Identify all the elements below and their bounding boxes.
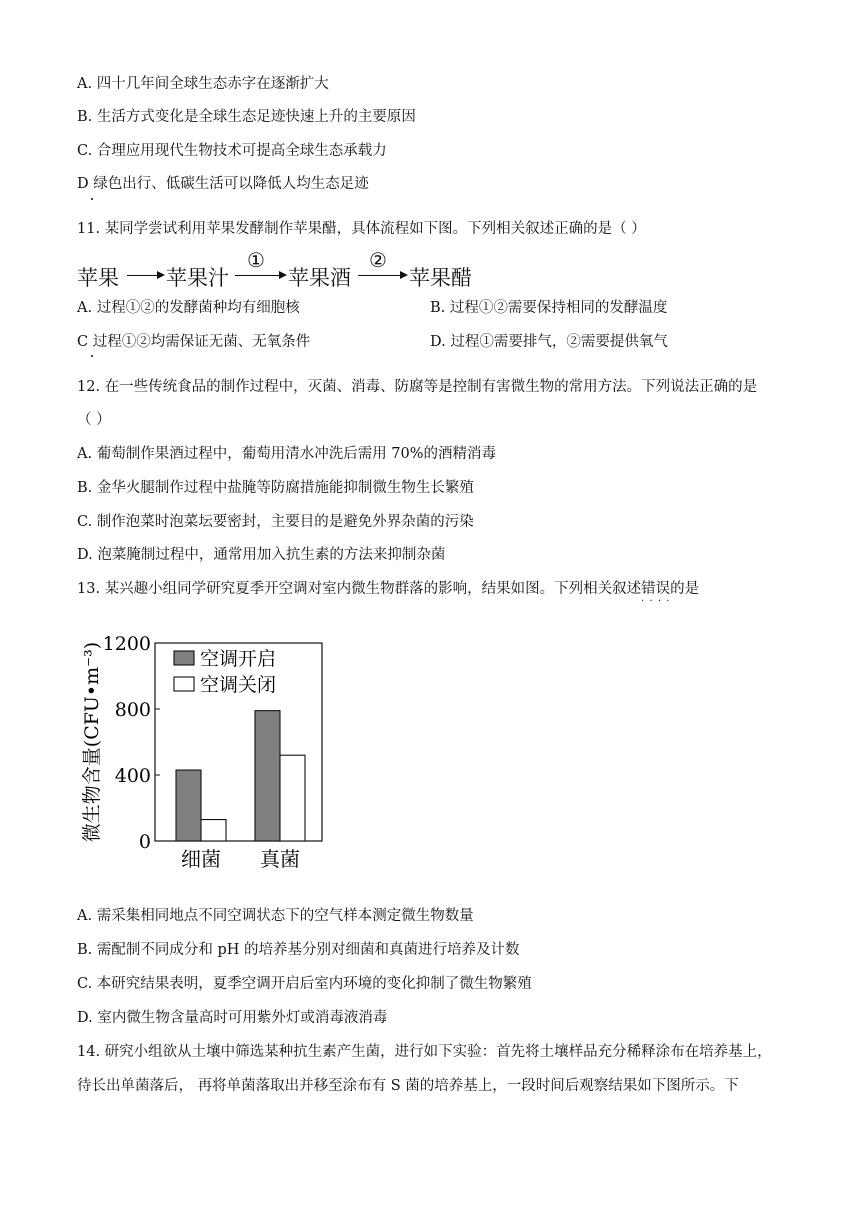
y-tick-label: 1200 <box>102 633 151 655</box>
q12-option-a: A. 葡萄制作果酒过程中，葡萄用清水冲洗后需用 70%的酒精消毒 <box>77 446 497 462</box>
flow-arrowhead <box>400 271 408 279</box>
y-tick-label: 400 <box>114 765 151 787</box>
bar-ac-off-bacteria <box>201 820 226 841</box>
step-label-2: ② <box>369 248 387 272</box>
q12-stem-line2: （ ） <box>77 412 111 428</box>
q12-option-b: B. 金华火腿制作过程中盐腌等防腐措施能抑制微生物生长繁殖 <box>77 480 474 496</box>
flow-arrow <box>235 275 279 276</box>
q13-option-c: C. 本研究结果表明，夏季空调开启后室内环境的变化抑制了微生物繁殖 <box>77 976 532 992</box>
y-tick-label: 800 <box>114 699 151 721</box>
flow-arrowhead <box>157 271 165 279</box>
punctuation-dot <box>91 198 93 200</box>
x-category-label: 细菌 <box>181 847 221 871</box>
q11-flow-diagram <box>77 248 497 288</box>
q13-bar-chart <box>70 625 330 875</box>
q13-option-d: D. 室内微生物含量高时可用紫外灯或消毒液消毒 <box>77 1010 388 1026</box>
bar-ac-off-fungi <box>280 755 305 841</box>
punctuation-dot <box>91 355 93 357</box>
q13-option-a: A. 需采集相同地点不同空调状态下的空气样本测定微生物数量 <box>77 908 474 924</box>
flow-node-apple: 苹果 <box>77 266 119 290</box>
flow-arrow <box>127 275 157 276</box>
q11-option-b: B. 过程①②需要保持相同的发酵温度 <box>430 300 668 316</box>
flow-node-juice: 苹果汁 <box>166 266 229 290</box>
q12-option-d: D. 泡菜腌制过程中，通常用加入抗生素的方法来抑制杂菌 <box>77 547 446 563</box>
q14-stem-line1: 14. 研究小组欲从土壤中筛选某种抗生素产生菌，进行如下实验：首先将土壤样品充分稀释涂布在培养基上， <box>77 1044 772 1060</box>
flow-arrow <box>358 275 400 276</box>
q13-stem-text: 13. 某兴趣小组同学研究夏季开空调对室内微生物群落的影响，结果如图。下列相关叙述 <box>77 581 642 597</box>
flow-node-vinegar: 苹果醋 <box>409 266 472 290</box>
flow-node-wine: 苹果酒 <box>288 266 351 290</box>
flow-arrowhead <box>279 271 287 279</box>
q13-stem-emphasis: 错误的是 · · <box>641 581 699 597</box>
legend-label: 空调开启 <box>200 648 277 670</box>
y-axis-label: 微生物含量(CFU•m⁻³) <box>81 641 103 843</box>
step-label-1: ① <box>247 248 265 272</box>
legend-swatch <box>174 651 194 665</box>
q11-option-a: A. 过程①②的发酵菌种均有细胞核 <box>77 300 300 316</box>
q12-stem-line1: 12. 在一些传统食品的制作过程中，灭菌、消毒、防腐等是控制有害微生物的常用方法。下列说法正确的是 <box>77 379 758 395</box>
q11-stem: 11. 某同学尝试利用苹果发酵制作苹果醋，具体流程如下图。下列相关叙述正确的是（ ） <box>77 221 646 237</box>
q13-stem <box>77 579 699 599</box>
q14-stem-line2: 待长出单菌落后， 再将单菌落取出并移至涂布有 S 菌的培养基上，一段时间后观察结果如下图所示。下 <box>77 1078 739 1094</box>
q10-option-a: A. 四十几年间全球生态赤字在逐渐扩大 <box>77 76 329 92</box>
legend-label: 空调关闭 <box>200 674 277 696</box>
x-category-label: 真菌 <box>260 847 300 871</box>
q12-option-c: C. 制作泡菜时泡菜坛要密封，主要目的是避免外界杂菌的污染 <box>77 514 474 530</box>
q10-option-c: C. 合理应用现代生物技术可提高全球生态承载力 <box>77 143 387 159</box>
bar-ac-on-fungi <box>255 711 280 841</box>
y-tick-label: 0 <box>138 831 151 853</box>
q11-option-c: C 过程①②均需保证无菌、无氧条件 <box>77 334 311 350</box>
q10-option-b: B. 生活方式变化是全球生态足迹快速上升的主要原因 <box>77 109 416 125</box>
q10-option-d: D 绿色出行、低碳生活可以降低人均生态足迹 <box>77 176 369 192</box>
q11-option-d: D. 过程①需要排气，②需要提供氧气 <box>430 334 668 350</box>
q13-option-b: B. 需配制不同成分和 pH 的培养基分别对细菌和真菌进行培养及计数 <box>77 942 520 958</box>
legend-swatch <box>174 677 194 691</box>
bar-ac-on-bacteria <box>176 770 201 841</box>
